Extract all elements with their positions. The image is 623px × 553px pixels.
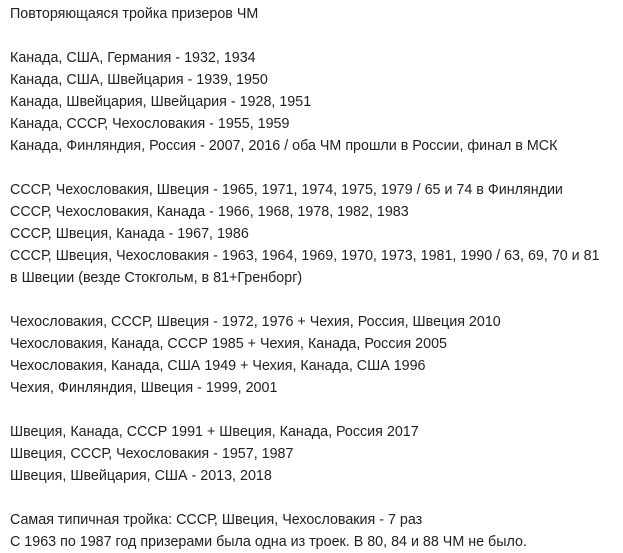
conclusion-line: Самая типичная тройка: СССР, Швеция, Чехословакия - 7 раз — [10, 512, 423, 528]
text-line: в Швеции (везде Стокгольм, в 81+Гренборг) — [10, 270, 303, 286]
text-line: Швеция, Швейцария, США - 2013, 2018 — [10, 468, 272, 484]
group-czechoslovakia — [10, 311, 623, 399]
text-line: СССР, Швеция, Чехословакия - 1963, 1964, 1969, 1970, 1973, 1981, 1990 / 63, 69, 70 и 81 — [10, 248, 600, 264]
text-line: Чехия, Финляндия, Швеция - 1999, 2001 — [10, 380, 278, 396]
spacer — [10, 487, 623, 509]
text-line: Канада, Швейцария, Швейцария - 1928, 1951 — [10, 94, 312, 110]
conclusion-line: С 1963 по 1987 год призерами была одна из троек. В 80, 84 и 88 ЧМ не было. — [10, 534, 527, 550]
text-line: Чехословакия, Канада, США 1949 + Чехия, Канада, США 1996 — [10, 358, 426, 374]
text-line: Канада, Финляндия, Россия - 2007, 2016 / оба ЧМ прошли в России, финал в МСК — [10, 138, 558, 154]
spacer — [10, 289, 623, 311]
text-line: Канада, СССР, Чехословакия - 1955, 1959 — [10, 116, 290, 132]
text-line: Швеция, Канада, СССР 1991 + Швеция, Канада, Россия 2017 — [10, 424, 419, 440]
spacer — [10, 399, 623, 421]
text-line: СССР, Чехословакия, Швеция - 1965, 1971, 1974, 1975, 1979 / 65 и 74 в Финляндии — [10, 182, 563, 198]
conclusion — [10, 509, 623, 553]
group-ussr — [10, 179, 623, 289]
text-line: СССР, Швеция, Канада - 1967, 1986 — [10, 226, 249, 242]
text-line: Чехословакия, СССР, Швеция - 1972, 1976 + Чехия, Россия, Швеция 2010 — [10, 314, 501, 330]
text-line: Чехословакия, Канада, СССР 1985 + Чехия, Канада, Россия 2005 — [10, 336, 447, 352]
group-canada — [10, 47, 623, 157]
text-line: СССР, Чехословакия, Канада - 1966, 1968, 1978, 1982, 1983 — [10, 204, 409, 220]
group-sweden — [10, 421, 623, 487]
post-title: Повторяющаяся тройка призеров ЧМ — [10, 6, 259, 22]
spacer — [10, 157, 623, 179]
text-line: Швеция, СССР, Чехословакия - 1957, 1987 — [10, 446, 294, 462]
spacer — [10, 25, 623, 47]
text-line: Канада, США, Швейцария - 1939, 1950 — [10, 72, 268, 88]
text-line: Канада, США, Германия - 1932, 1934 — [10, 50, 256, 66]
